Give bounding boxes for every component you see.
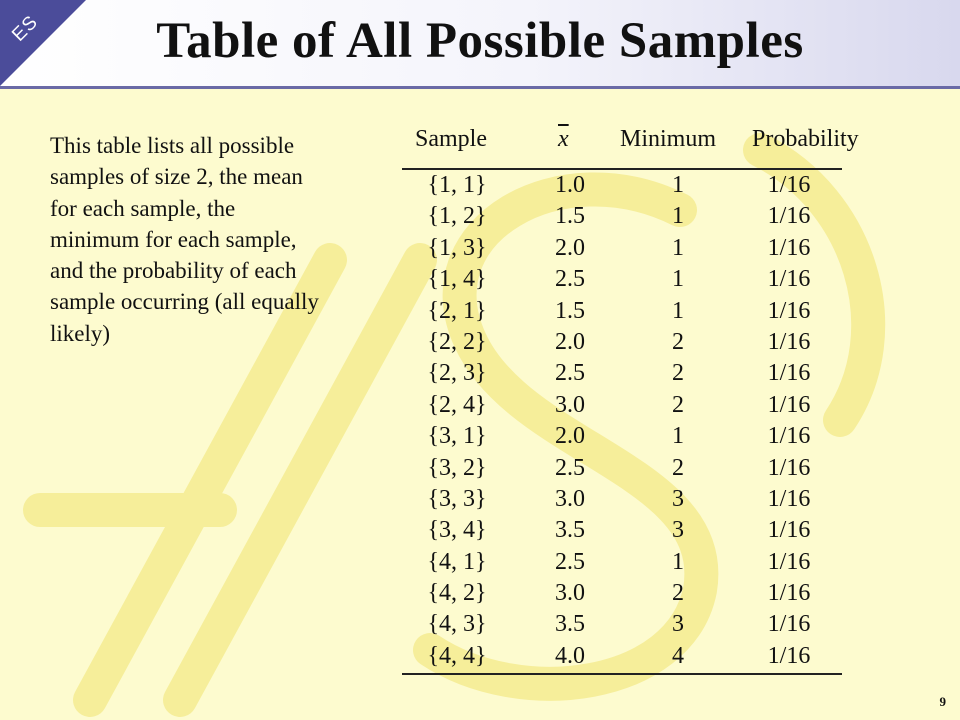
cell-probability: 1/16 [767, 642, 811, 669]
header-divider [0, 86, 960, 89]
cell-mean: 1.0 [555, 172, 585, 198]
cell-sample: {4, 4} [427, 642, 487, 669]
cell-minimum: 1 [672, 234, 684, 261]
cell-mean: 3.5 [555, 611, 585, 638]
cell-sample: {4, 3} [427, 611, 487, 638]
cell-sample: {4, 2} [427, 580, 487, 607]
cell-mean: 3.0 [555, 391, 585, 418]
cell-probability: 1/16 [767, 485, 811, 512]
cell-sample: {2, 3} [427, 360, 487, 387]
cell-probability: 1/16 [767, 391, 811, 418]
cell-minimum: 4 [672, 642, 684, 669]
table-row [402, 578, 842, 609]
cell-probability: 1/16 [767, 328, 811, 355]
cell-probability: 1/16 [767, 297, 811, 324]
cell-sample: {2, 1} [427, 297, 487, 324]
corner-label: ES [8, 11, 43, 46]
cell-mean: 2.0 [555, 423, 585, 450]
cell-mean: 4.0 [555, 642, 585, 669]
cell-minimum: 2 [672, 360, 684, 387]
table-row [402, 453, 842, 484]
cell-mean: 2.5 [555, 266, 585, 293]
table-row [402, 201, 842, 232]
cell-sample: {3, 3} [427, 485, 487, 512]
cell-minimum: 1 [672, 203, 684, 230]
description-text: This table lists all possible samples of size 2, the mean for each sample, the minimum for each sample, and the probability of each sample occurring (all equally likely) [50, 133, 319, 346]
cell-sample: {1, 3} [427, 234, 487, 261]
table-body [402, 170, 842, 672]
cell-minimum: 1 [672, 266, 684, 293]
table-row [402, 421, 842, 452]
cell-probability: 1/16 [767, 266, 811, 293]
cell-minimum: 2 [672, 391, 684, 418]
cell-probability: 1/16 [767, 360, 811, 387]
cell-minimum: 3 [672, 485, 684, 512]
cell-mean: 3.0 [555, 580, 585, 607]
cell-mean: 3.5 [555, 517, 585, 544]
cell-probability: 1/16 [767, 517, 811, 544]
cell-minimum: 2 [672, 454, 684, 481]
cell-minimum: 3 [672, 611, 684, 638]
cell-mean: 2.5 [555, 454, 585, 481]
cell-sample: {3, 4} [427, 517, 487, 544]
cell-probability: 1/16 [767, 234, 811, 261]
cell-minimum: 2 [672, 328, 684, 355]
table-row [402, 609, 842, 640]
table-row [402, 264, 842, 295]
cell-minimum: 1 [672, 172, 684, 198]
cell-sample: {3, 2} [427, 454, 487, 481]
cell-probability: 1/16 [767, 203, 811, 230]
table-bottom-rule [402, 673, 842, 675]
cell-minimum: 1 [672, 297, 684, 324]
table-row [402, 296, 842, 327]
cell-mean: 2.0 [555, 234, 585, 261]
table-row [402, 641, 842, 672]
cell-mean: 2.5 [555, 548, 585, 575]
cell-mean: 2.5 [555, 360, 585, 387]
cell-probability: 1/16 [767, 580, 811, 607]
table-row [402, 358, 842, 389]
header-minimum: Minimum [620, 126, 717, 152]
cell-minimum: 2 [672, 580, 684, 607]
table-row [402, 390, 842, 421]
cell-probability: 1/16 [767, 611, 811, 638]
cell-probability: 1/16 [767, 172, 811, 198]
cell-minimum: 1 [672, 548, 684, 575]
cell-probability: 1/16 [767, 548, 811, 575]
cell-minimum: 1 [672, 423, 684, 450]
slide-title: Table of All Possible Samples [156, 13, 804, 69]
cell-sample: {3, 1} [427, 423, 487, 450]
table-row [402, 484, 842, 515]
cell-sample: {4, 1} [427, 548, 487, 575]
table-row [402, 170, 842, 201]
cell-mean: 3.0 [555, 485, 585, 512]
cell-mean: 1.5 [555, 203, 585, 230]
cell-probability: 1/16 [767, 454, 811, 481]
cell-mean: 1.5 [555, 297, 585, 324]
table-row [402, 233, 842, 264]
cell-sample: {1, 4} [427, 266, 487, 293]
table-row [402, 515, 842, 546]
header-mean: $\overline{x}$ [558, 126, 569, 152]
table-row [402, 547, 842, 578]
cell-sample: {2, 4} [427, 391, 487, 418]
page-number: 9 [939, 694, 946, 709]
cell-probability: 1/16 [767, 423, 811, 450]
header-probability: Probability [752, 126, 859, 152]
cell-sample: {1, 1} [427, 172, 487, 198]
header-sample: Sample [415, 126, 487, 152]
cell-sample: {1, 2} [427, 203, 487, 230]
cell-mean: 2.0 [555, 328, 585, 355]
cell-minimum: 3 [672, 517, 684, 544]
cell-sample: {2, 2} [427, 328, 487, 355]
table-row [402, 327, 842, 358]
